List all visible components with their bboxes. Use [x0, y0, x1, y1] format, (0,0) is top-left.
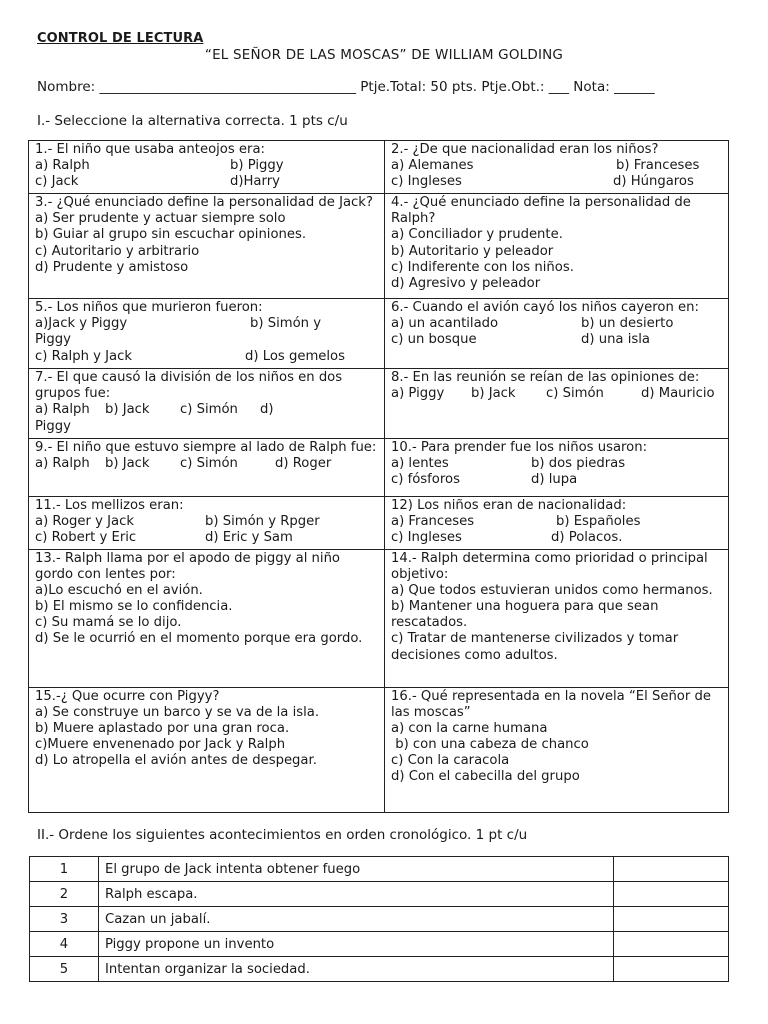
answer-option: a) Conciliador y prudente. — [391, 227, 563, 243]
answer-option: a) Franceses — [391, 513, 475, 529]
answer-option: b) Autoritario y peleador — [391, 243, 554, 259]
question-text: 2.- ¿De que nacionalidad eran los niños? — [391, 142, 659, 157]
question-cell-15 — [29, 687, 385, 812]
answer-line — [391, 737, 723, 753]
question-cell-2 — [385, 141, 729, 194]
answer-line — [391, 769, 723, 785]
answer-option: a)Lo escuchó en el avión. — [35, 583, 203, 599]
answer-option: c) Jack — [35, 174, 79, 190]
question-cell-5 — [29, 299, 385, 369]
answer-option: b) Muere aplastado por una gran roca. — [35, 721, 290, 737]
event-number: 5 — [30, 957, 99, 982]
answer-option: c) Autoritario y arbitrario — [35, 243, 200, 259]
answer-line — [391, 456, 723, 472]
answer-box[interactable] — [614, 932, 729, 957]
event-row — [30, 957, 729, 982]
question-text: 6.- Cuando el avión cayó los niños cayeron en: — [391, 300, 699, 316]
question-cell-10 — [385, 438, 729, 496]
answer-line — [391, 514, 723, 530]
answer-option: b) Franceses — [616, 158, 700, 174]
answer-line — [391, 583, 723, 599]
event-row — [30, 907, 729, 932]
question-text: 13.- Ralph llama por el apodo de piggy al niño gordo con lentes por: — [35, 550, 340, 583]
answer-option: d) Se le ocurrió en el momento porque era gordo. — [35, 631, 363, 647]
answer-option: d) Con el cabecilla del grupo — [391, 769, 580, 785]
answer-option: c) Ralph y Jack — [35, 348, 132, 364]
answer-line — [35, 332, 379, 348]
answer-option: b) dos piedras — [531, 455, 626, 471]
answer-line — [35, 211, 379, 227]
answer-line — [35, 158, 379, 174]
event-text: Intentan organizar la sociedad. — [98, 957, 613, 982]
answer-option: a) Ralph — [35, 158, 90, 174]
answer-option: d) — [260, 402, 274, 418]
question-text: 16.- Qué representada en la novela “El Señor de las moscas” — [391, 688, 711, 721]
question-text: 15.-¿ Que ocurre con Pigyy? — [35, 688, 220, 704]
answer-option: c)Muere envenenado por Jack y Ralph — [35, 737, 286, 753]
answer-option: c) Indiferente con los niños. — [391, 259, 574, 275]
answer-option: b) Españoles — [556, 513, 641, 529]
question-cell-14 — [385, 549, 729, 687]
answer-line — [391, 530, 723, 546]
answer-option: a)Jack y Piggy — [35, 316, 128, 332]
answer-option: b) Jack — [471, 386, 516, 402]
answer-option: a) Piggy — [391, 386, 445, 402]
question-row — [29, 194, 729, 299]
question-cell-6 — [385, 299, 729, 369]
answer-option: d) Roger — [275, 455, 332, 471]
answer-option: c) Tratar de mantenerse civilizados y tomar decisiones como adultos. — [391, 631, 683, 663]
question-cell-16 — [385, 687, 729, 812]
question-text: 9.- El niño que estuvo siempre al lado de Ralph fue: — [35, 439, 377, 455]
event-number: 4 — [30, 932, 99, 957]
answer-line — [391, 158, 723, 174]
answer-line — [391, 386, 723, 402]
answer-line — [391, 244, 723, 260]
event-row — [30, 857, 729, 882]
answer-option: b) un desierto — [581, 316, 674, 332]
answer-option: a) Alemanes — [391, 158, 474, 174]
answer-box[interactable] — [614, 857, 729, 882]
event-text: Piggy propone un invento — [98, 932, 613, 957]
answer-option: b) con una cabeza de chanco — [391, 737, 589, 753]
answer-line — [35, 260, 379, 276]
answer-option: a) lentes — [391, 455, 449, 471]
answer-option: d) Agresivo y peleador — [391, 275, 541, 291]
question-cell-9 — [29, 438, 385, 496]
answer-line — [391, 599, 723, 631]
answer-line — [35, 174, 379, 190]
question-cell-8 — [385, 369, 729, 438]
answer-line — [391, 316, 723, 332]
question-cell-11 — [29, 496, 385, 549]
answer-option: c) Su mamá se lo dijo. — [35, 615, 182, 631]
question-row — [29, 687, 729, 812]
answer-option: a) con la carne humana — [391, 721, 548, 737]
answer-box[interactable] — [614, 907, 729, 932]
question-text: 7.- El que causó la división de los niños en dos grupos fue: — [35, 370, 343, 402]
answer-line — [391, 631, 723, 663]
answer-line — [35, 583, 379, 599]
event-row — [30, 882, 729, 907]
answer-option: d) Eric y Sam — [205, 529, 293, 545]
question-cell-7 — [29, 369, 385, 438]
answer-option: b) Simón y — [250, 316, 322, 332]
answer-option: c) un bosque — [391, 332, 477, 348]
student-info-line: Nombre: ______________________________________ Ptje.Total: 50 pts. Ptje.Obt.: ___ Nota: ______ — [37, 79, 655, 95]
answer-option: d)Harry — [230, 174, 280, 190]
answer-option: c) Con la caracola — [391, 753, 510, 769]
answer-option: d) Los gemelos — [245, 348, 346, 364]
answer-option: c) fósforos — [391, 471, 460, 487]
answer-option: c) Robert y Eric — [35, 529, 137, 545]
answer-line — [35, 737, 379, 753]
question-cell-13 — [29, 549, 385, 687]
question-cell-12 — [385, 496, 729, 549]
event-text: Cazan un jabalí. — [98, 907, 613, 932]
chronology-table — [29, 856, 729, 982]
answer-option: a) Ser prudente y actuar siempre solo — [35, 211, 286, 227]
section-1-heading: I.- Seleccione la alternativa correcta. 1 pts c/u — [37, 113, 348, 129]
answer-option: c) Ingleses — [391, 529, 462, 545]
answer-line — [35, 599, 379, 615]
worksheet-subtitle: “EL SEÑOR DE LAS MOSCAS” DE WILLIAM GOLDING — [204, 47, 564, 63]
question-text: 1.- El niño que usaba anteojos era: — [35, 142, 265, 157]
question-text: 11.- Los mellizos eran: — [35, 497, 184, 513]
question-cell-1 — [29, 141, 385, 194]
answer-line — [35, 615, 379, 631]
answer-option: a) Ralph — [35, 455, 90, 471]
question-text: 10.- Para prender fue los niños usaron: — [391, 439, 648, 455]
answer-option: c) Simón — [180, 402, 238, 418]
answer-line — [35, 419, 379, 435]
question-cell-4 — [385, 194, 729, 299]
answer-line — [391, 174, 723, 190]
answer-line — [35, 530, 379, 546]
section-2-heading: II.- Ordene los siguientes acontecimientos en orden cronológico. 1 pt c/u — [37, 827, 528, 843]
answer-option: c) Ingleses — [391, 174, 462, 190]
question-text: 5.- Los niños que murieron fueron: — [35, 300, 263, 316]
question-text: 4.- ¿Qué enunciado define la personalidad de Ralph? — [391, 195, 691, 227]
answer-option: a) Se construye un barco y se va de la isla. — [35, 705, 320, 721]
answer-option: a) Roger y Jack — [35, 513, 135, 529]
answer-line — [391, 472, 723, 488]
question-row — [29, 299, 729, 369]
answer-option: d) Prudente y amistoso — [35, 259, 189, 275]
answer-line — [391, 276, 723, 292]
answer-line — [391, 721, 723, 737]
question-row — [29, 438, 729, 496]
answer-line — [35, 753, 379, 769]
event-text: Ralph escapa. — [98, 882, 613, 907]
answer-option: d) Húngaros — [613, 174, 694, 190]
answer-option: b) El mismo se lo confidencia. — [35, 599, 233, 615]
answer-line — [35, 631, 379, 647]
question-text: 8.- En las reunión se reían de las opiniones de: — [391, 370, 700, 386]
answer-box[interactable] — [614, 882, 729, 907]
answer-option: a) un acantilado — [391, 316, 499, 332]
answer-option: b) Jack — [105, 455, 150, 471]
answer-line — [391, 227, 723, 243]
answer-line — [35, 349, 379, 365]
answer-line — [35, 227, 379, 243]
question-row — [29, 369, 729, 438]
event-row — [30, 932, 729, 957]
answer-option: Piggy — [35, 418, 71, 434]
worksheet-title: CONTROL DE LECTURA — [37, 31, 204, 46]
answer-line — [391, 753, 723, 769]
question-text: 3.- ¿Qué enunciado define la personalidad de Jack? — [35, 195, 373, 211]
answer-option: b) Piggy — [230, 158, 284, 174]
answer-box[interactable] — [614, 957, 729, 982]
answer-line — [391, 332, 723, 348]
answer-option: d) una isla — [581, 332, 650, 348]
answer-option: a) Que todos estuvieran unidos como hermanos. — [391, 583, 713, 599]
answer-option: d) Lo atropella el avión antes de despegar. — [35, 753, 317, 769]
answer-option: b) Jack — [105, 402, 150, 418]
answer-line — [35, 705, 379, 721]
question-text: 12) Los niños eran de nacionalidad: — [391, 497, 627, 513]
question-row — [29, 549, 729, 687]
answer-option: d) Polacos. — [551, 529, 623, 545]
question-cell-3 — [29, 194, 385, 299]
question-row — [29, 496, 729, 549]
event-number: 2 — [30, 882, 99, 907]
answer-line — [35, 244, 379, 260]
answer-line — [35, 514, 379, 530]
event-number: 3 — [30, 907, 99, 932]
answer-option: c) Simón — [180, 455, 238, 471]
question-text: 14.- Ralph determina como prioridad o principal objetivo: — [391, 550, 708, 583]
answer-option: b) Simón y Rpger — [205, 513, 320, 529]
event-text: El grupo de Jack intenta obtener fuego — [98, 857, 613, 882]
event-number: 1 — [30, 857, 99, 882]
answer-option: c) Simón — [546, 386, 604, 402]
answer-line — [35, 721, 379, 737]
answer-line — [35, 316, 379, 332]
answer-option: b) Mantener una hoguera para que sean rescatados. — [391, 599, 663, 631]
answer-option: Piggy — [35, 332, 71, 348]
question-row — [29, 141, 729, 194]
answer-option: a) Ralph — [35, 402, 90, 418]
questions-table — [28, 140, 729, 813]
answer-option: d) Mauricio — [641, 386, 715, 402]
answer-line — [35, 402, 379, 418]
answer-line — [391, 260, 723, 276]
answer-line — [35, 456, 379, 472]
answer-option: b) Guiar al grupo sin escuchar opiniones. — [35, 227, 307, 243]
answer-option: d) lupa — [531, 471, 578, 487]
